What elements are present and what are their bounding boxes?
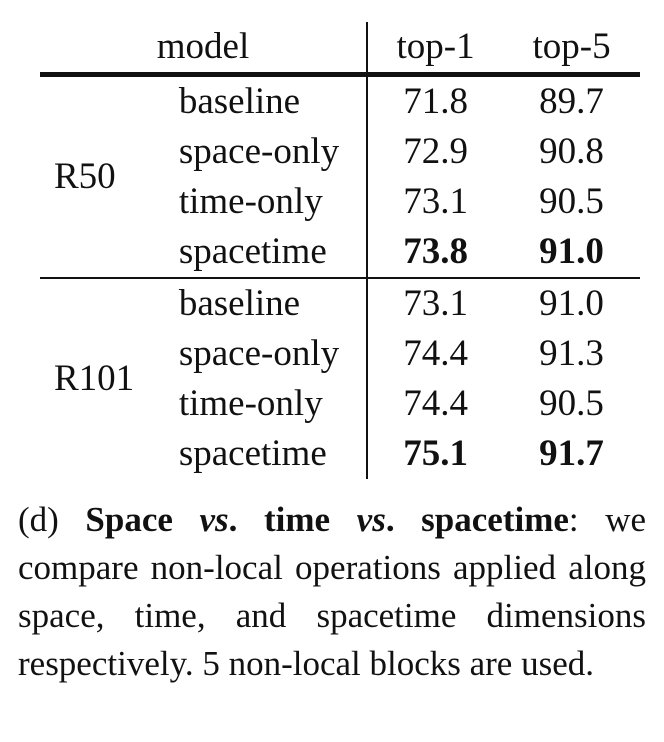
variant-cell: time-only bbox=[178, 181, 323, 222]
caption-body: : we compare non-local operations applied along space, time, and spacetime dimensions respectively. 5 non-local blocks are used. bbox=[18, 500, 647, 683]
header-row bbox=[40, 22, 640, 75]
caption-dot-1: . bbox=[228, 500, 238, 539]
group-label: R101 bbox=[54, 358, 135, 399]
header-top1: top-1 bbox=[367, 22, 503, 75]
variant-cell: baseline bbox=[178, 283, 301, 324]
top5-cell: 90.8 bbox=[539, 131, 604, 172]
top5-cell-best: 91.0 bbox=[539, 231, 604, 272]
table-caption bbox=[18, 496, 646, 688]
top1-cell: 74.4 bbox=[367, 329, 503, 379]
top1-cell-best: 75.1 bbox=[367, 429, 503, 479]
header-top5: top-5 bbox=[532, 26, 611, 67]
header-model: model bbox=[156, 26, 250, 67]
top5-cell: 91.0 bbox=[539, 283, 604, 324]
top5-cell: 89.7 bbox=[539, 81, 604, 122]
caption-dot-2: . bbox=[385, 500, 395, 539]
variant-cell: baseline bbox=[178, 81, 301, 122]
table-row bbox=[40, 75, 640, 128]
top1-cell: 71.8 bbox=[367, 75, 503, 128]
caption-title-spacetime: spacetime bbox=[421, 500, 569, 539]
top1-cell: 74.4 bbox=[367, 379, 503, 429]
caption-label: (d) bbox=[18, 500, 59, 539]
variant-cell: time-only bbox=[178, 383, 323, 424]
variant-cell: spacetime bbox=[178, 433, 327, 474]
group-label: R50 bbox=[54, 156, 116, 197]
top1-cell: 73.1 bbox=[367, 177, 503, 227]
variant-cell: space-only bbox=[178, 333, 340, 374]
top1-cell: 73.1 bbox=[367, 278, 503, 329]
top5-cell: 90.5 bbox=[539, 181, 604, 222]
caption-title bbox=[85, 500, 569, 539]
top1-cell-best: 73.8 bbox=[367, 227, 503, 278]
variant-cell: space-only bbox=[178, 131, 340, 172]
top1-cell: 72.9 bbox=[367, 127, 503, 177]
results-table bbox=[40, 22, 640, 479]
caption-vs-1: vs bbox=[199, 500, 229, 539]
top5-cell: 90.5 bbox=[539, 383, 604, 424]
caption-vs-2: vs bbox=[356, 500, 386, 539]
caption-title-space: Space bbox=[85, 500, 173, 539]
table-row bbox=[40, 278, 640, 329]
caption-title-time: time bbox=[264, 500, 331, 539]
variant-cell: spacetime bbox=[178, 231, 327, 272]
top5-cell-best: 91.7 bbox=[539, 433, 604, 474]
top5-cell: 91.3 bbox=[539, 333, 604, 374]
group-r101 bbox=[40, 278, 640, 479]
group-r50 bbox=[40, 75, 640, 279]
